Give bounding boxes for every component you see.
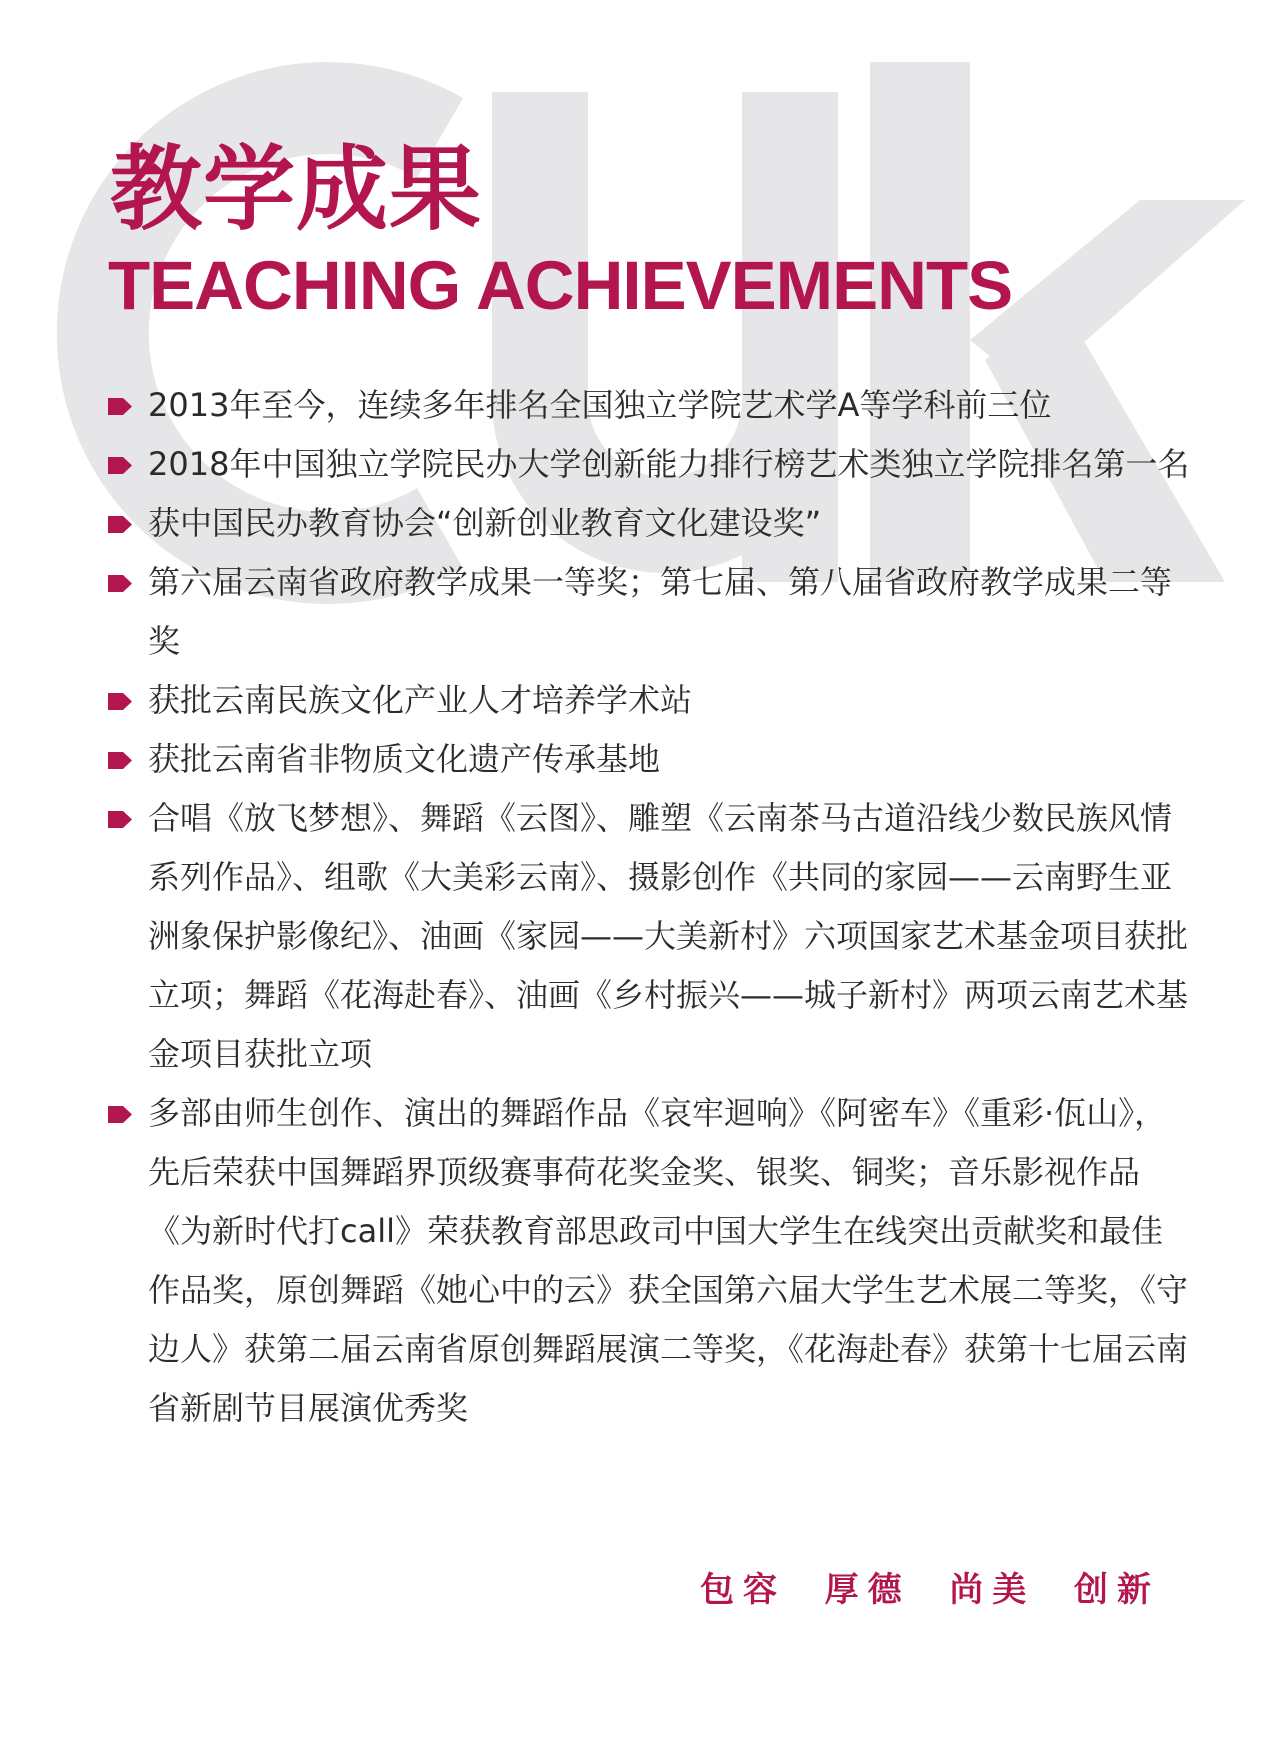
list-item bbox=[108, 435, 1193, 494]
slogan-word: 包容 bbox=[700, 1570, 786, 1610]
list-item bbox=[108, 494, 1193, 553]
achievement-text: 多部由师生创作、演出的舞蹈作品《哀牢迴响》《阿密车》《重彩·佤山》，先后荣获中国舞蹈界顶级赛事荷花奖金奖、银奖、铜奖；音乐影视作品《为新时代打call》荣获教育部思政司中国大学生在线突出贡献奖和最佳作品奖，原创舞蹈《她心中的云》获全国第六届大学生艺术展二等奖，《守边人》获第二届云南省原创舞蹈展演二等奖，《花海赴春》获第十七届云南省新剧节目展演优秀奖 bbox=[148, 1094, 1189, 1427]
bullet-icon bbox=[108, 752, 132, 769]
page-title: 教学成果 bbox=[110, 136, 483, 243]
bullet-icon bbox=[108, 1106, 132, 1123]
slogan-word: 创新 bbox=[1073, 1570, 1160, 1610]
bullet-icon bbox=[108, 693, 132, 710]
bullet-icon bbox=[108, 457, 132, 474]
achievement-text: 第六届云南省政府教学成果一等奖；第七届、第八届省政府教学成果二等奖 bbox=[148, 563, 1173, 660]
bullet-icon bbox=[108, 516, 132, 533]
slogan-word: 尚美 bbox=[949, 1570, 1036, 1610]
achievement-text: 获批云南民族文化产业人才培养学术站 bbox=[148, 681, 693, 719]
achievement-list bbox=[108, 376, 1193, 1438]
achievement-text: 2013年至今，连续多年排名全国独立学院艺术学A等学科前三位 bbox=[148, 386, 1052, 424]
bullet-icon bbox=[108, 811, 132, 828]
list-item bbox=[108, 730, 1193, 789]
achievement-text: 合唱《放飞梦想》、舞蹈《云图》、雕塑《云南茶马古道沿线少数民族风情系列作品》、组歌《大美彩云南》、摄影创作《共同的家园——云南野生亚洲象保护影像纪》、油画《家园——大美新村》六项国家艺术基金项目获批立项；舞蹈《花海赴春》、油画《乡村振兴——城子新村》两项云南艺术基金项目获批立项 bbox=[148, 799, 1189, 1073]
list-item bbox=[108, 671, 1193, 730]
slogan bbox=[700, 1570, 1160, 1610]
achievement-text: 2018年中国独立学院民办大学创新能力排行榜艺术类独立学院排名第一名 bbox=[148, 445, 1190, 483]
achievement-text: 获批云南省非物质文化遗产传承基地 bbox=[148, 740, 661, 778]
slogan-word: 厚德 bbox=[824, 1570, 911, 1610]
achievement-text: 获中国民办教育协会“创新创业教育文化建设奖” bbox=[148, 504, 822, 542]
list-item bbox=[108, 789, 1193, 1084]
list-item bbox=[108, 553, 1193, 671]
bullet-icon bbox=[108, 398, 132, 415]
bullet-icon bbox=[108, 575, 132, 592]
list-item bbox=[108, 376, 1193, 435]
list-item bbox=[108, 1084, 1193, 1438]
page-subtitle: TEACHING ACHIEVEMENTS bbox=[108, 247, 1013, 324]
